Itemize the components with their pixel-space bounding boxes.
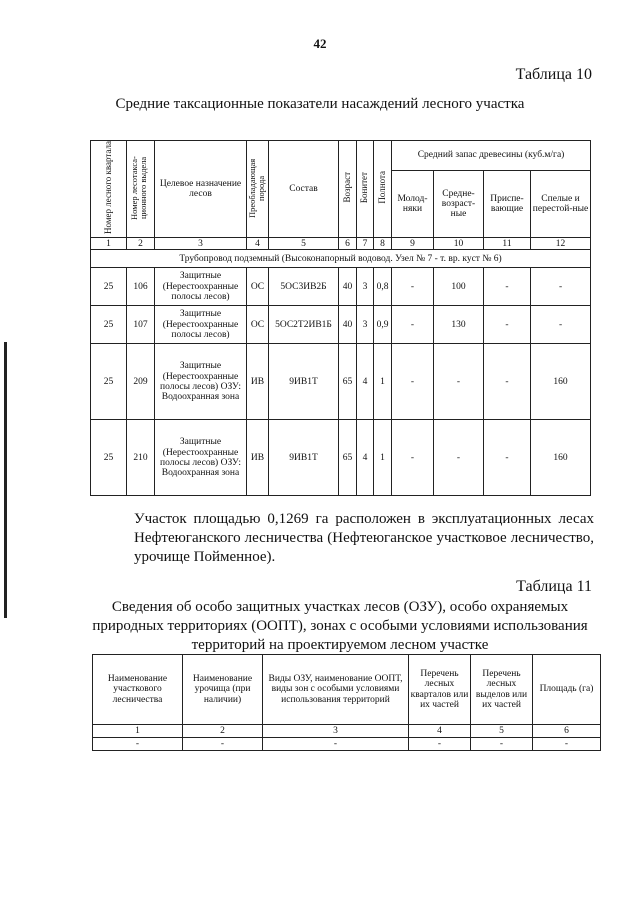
cell: - <box>93 738 183 751</box>
table-row <box>91 344 591 420</box>
cell-density: 1 <box>374 420 392 496</box>
table-row <box>93 738 601 751</box>
col-number: 2 <box>127 238 155 250</box>
table-row <box>91 306 591 344</box>
cell-composition: 5ОС3ИВ2Б <box>269 268 339 306</box>
th-mature: Спелые и перестой-ные <box>531 170 591 238</box>
cell-purpose: Защитные (Нерестоохранные полосы лесов) <box>155 268 247 306</box>
cell-section: 106 <box>127 268 155 306</box>
cell-species: ОС <box>247 268 269 306</box>
group-row: Трубопровод подземный (Высоконапорный водовод. Узел № 7 - т. вр. куст № 6) <box>91 250 591 268</box>
table11 <box>92 654 601 751</box>
cell-composition: 5ОС2Т2ИВ1Б <box>269 306 339 344</box>
col-number: 5 <box>471 725 533 738</box>
cell-young: - <box>392 420 434 496</box>
th-section: Номер лесотакса-ционного выдела <box>127 141 155 238</box>
cell-species: ОС <box>247 306 269 344</box>
cell-mature: 160 <box>531 420 591 496</box>
cell-bonitet: 4 <box>357 344 374 420</box>
th-age: Возраст <box>339 141 357 238</box>
th-area: Площадь (га) <box>533 655 601 725</box>
cell: - <box>183 738 263 751</box>
th-purpose: Целевое назначение лесов <box>155 141 247 238</box>
cell-middle: - <box>434 420 484 496</box>
col-number: 7 <box>357 238 374 250</box>
th-species: Преобладающая порода <box>247 141 269 238</box>
cell-young: - <box>392 268 434 306</box>
cell-density: 1 <box>374 344 392 420</box>
cell-section: 209 <box>127 344 155 420</box>
th-zone-types: Виды ОЗУ, наименование ООПТ, виды зон с особыми условиями использования территорий <box>263 655 409 725</box>
col-number: 8 <box>374 238 392 250</box>
th-density: Полнота <box>374 141 392 238</box>
cell-ripening: - <box>484 344 531 420</box>
cell-middle: 130 <box>434 306 484 344</box>
column-numbers-row <box>91 238 591 250</box>
cell-density: 0,9 <box>374 306 392 344</box>
table-row <box>91 268 591 306</box>
paragraph: Участок площадью 0,1269 га расположен в эксплуатационных лесах Нефтеюганского лесничества (Нефтеюганское участковое лесничество, урочище Пойменное). <box>134 511 594 565</box>
cell-age: 65 <box>339 344 357 420</box>
col-number: 3 <box>155 238 247 250</box>
th-forestry: Наименование участкового лесничества <box>93 655 183 725</box>
cell-purpose: Защитные (Нерестоохранные полосы лесов) <box>155 306 247 344</box>
cell: - <box>409 738 471 751</box>
cell-young: - <box>392 306 434 344</box>
cell: - <box>263 738 409 751</box>
cell-species: ИВ <box>247 344 269 420</box>
cell-purpose: Защитные (Нерестоохранные полосы лесов) ОЗУ: Водоохранная зона <box>155 420 247 496</box>
cell-mature: - <box>531 306 591 344</box>
cell-species: ИВ <box>247 420 269 496</box>
cell-composition: 9ИВ1Т <box>269 420 339 496</box>
col-number: 2 <box>183 725 263 738</box>
cell-young: - <box>392 344 434 420</box>
cell-age: 40 <box>339 306 357 344</box>
col-number: 3 <box>263 725 409 738</box>
cell-composition: 9ИВ1Т <box>269 344 339 420</box>
cell-purpose: Защитные (Нерестоохранные полосы лесов) ОЗУ: Водоохранная зона <box>155 344 247 420</box>
col-number: 5 <box>269 238 339 250</box>
cell-age: 40 <box>339 268 357 306</box>
cell: - <box>471 738 533 751</box>
col-number: 6 <box>533 725 601 738</box>
cell-density: 0,8 <box>374 268 392 306</box>
cell-bonitet: 4 <box>357 420 374 496</box>
table11-caption: Таблица 11 <box>516 578 592 595</box>
th-quarter: Номер лесного квартала <box>91 141 127 238</box>
cell-ripening: - <box>484 268 531 306</box>
col-number: 12 <box>531 238 591 250</box>
cell-middle: 100 <box>434 268 484 306</box>
table11-title: Сведения об особо защитных участках лесов (ОЗУ), особо охраняемых природных территориях (ООПТ), зонах с особыми условиями использования территорий на проектируемом лесном участке <box>92 599 588 653</box>
cell-age: 65 <box>339 420 357 496</box>
col-number: 1 <box>91 238 127 250</box>
col-number: 9 <box>392 238 434 250</box>
cell-quarter: 25 <box>91 420 127 496</box>
cell-quarter: 25 <box>91 268 127 306</box>
cell-quarter: 25 <box>91 306 127 344</box>
th-bonitet: Бонитет <box>357 141 374 238</box>
table-row <box>91 420 591 496</box>
cell: - <box>533 738 601 751</box>
page-number: 42 <box>313 36 327 51</box>
th-stock-group: Средний запас древесины (куб.м/га) <box>392 141 591 171</box>
col-number: 10 <box>434 238 484 250</box>
table10-title: Средние таксационные показатели насаждений лесного участка <box>115 96 525 112</box>
th-composition: Состав <box>269 141 339 238</box>
cell-bonitet: 3 <box>357 268 374 306</box>
th-tract: Наименование урочища (при наличии) <box>183 655 263 725</box>
col-number: 11 <box>484 238 531 250</box>
margin-bar <box>4 342 7 618</box>
th-quarters: Перечень лесных кварталов или их частей <box>409 655 471 725</box>
cell-mature: - <box>531 268 591 306</box>
cell-ripening: - <box>484 306 531 344</box>
col-number: 6 <box>339 238 357 250</box>
col-number: 4 <box>247 238 269 250</box>
column-numbers-row <box>93 725 601 738</box>
th-young: Молод-няки <box>392 170 434 238</box>
cell-middle: - <box>434 344 484 420</box>
cell-ripening: - <box>484 420 531 496</box>
th-middle: Средне-возраст-ные <box>434 170 484 238</box>
col-number: 4 <box>409 725 471 738</box>
th-ripening: Приспе-вающие <box>484 170 531 238</box>
cell-mature: 160 <box>531 344 591 420</box>
col-number: 1 <box>93 725 183 738</box>
cell-bonitet: 3 <box>357 306 374 344</box>
th-sections: Перечень лесных выделов или их частей <box>471 655 533 725</box>
table10 <box>90 140 591 496</box>
table10-caption: Таблица 10 <box>515 66 592 83</box>
cell-section: 107 <box>127 306 155 344</box>
cell-section: 210 <box>127 420 155 496</box>
cell-quarter: 25 <box>91 344 127 420</box>
